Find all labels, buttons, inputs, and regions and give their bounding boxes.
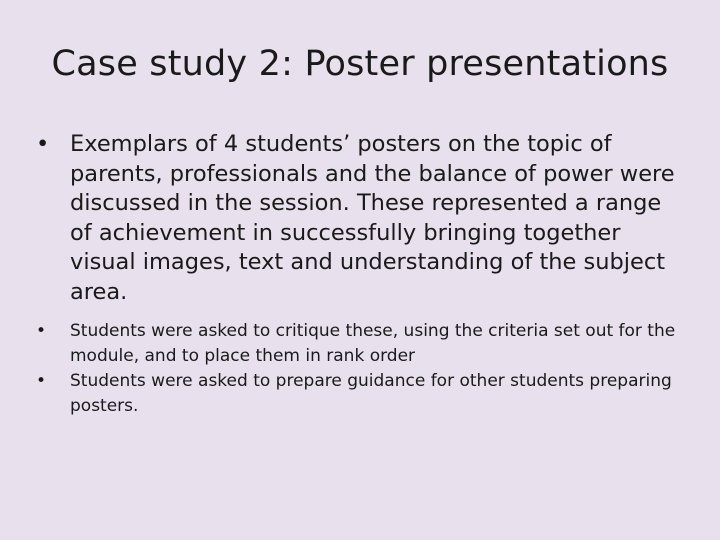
bullet-text: Exemplars of 4 students’ posters on the topic of parents, professionals and the balance of power were discussed in the session. These represented a range of achievement in successfully bringing together visual images, text and understanding of the subject area. [70,131,675,305]
bullet-icon: • [36,371,47,391]
bullet-list [36,130,676,419]
bullet-icon: • [36,131,50,157]
bullet-text: Students were asked to critique these, using the criteria set out for the module, and to place them in rank order [70,321,676,366]
bullet-item-guidance [36,369,676,419]
slide-title: Case study 2: Poster presentations [51,44,669,84]
bullet-text: Students were asked to prepare guidance for other students preparing posters. [70,371,672,416]
bullet-item-exemplars [36,130,676,307]
bullet-icon: • [36,321,47,341]
bullet-item-critique [36,319,676,369]
